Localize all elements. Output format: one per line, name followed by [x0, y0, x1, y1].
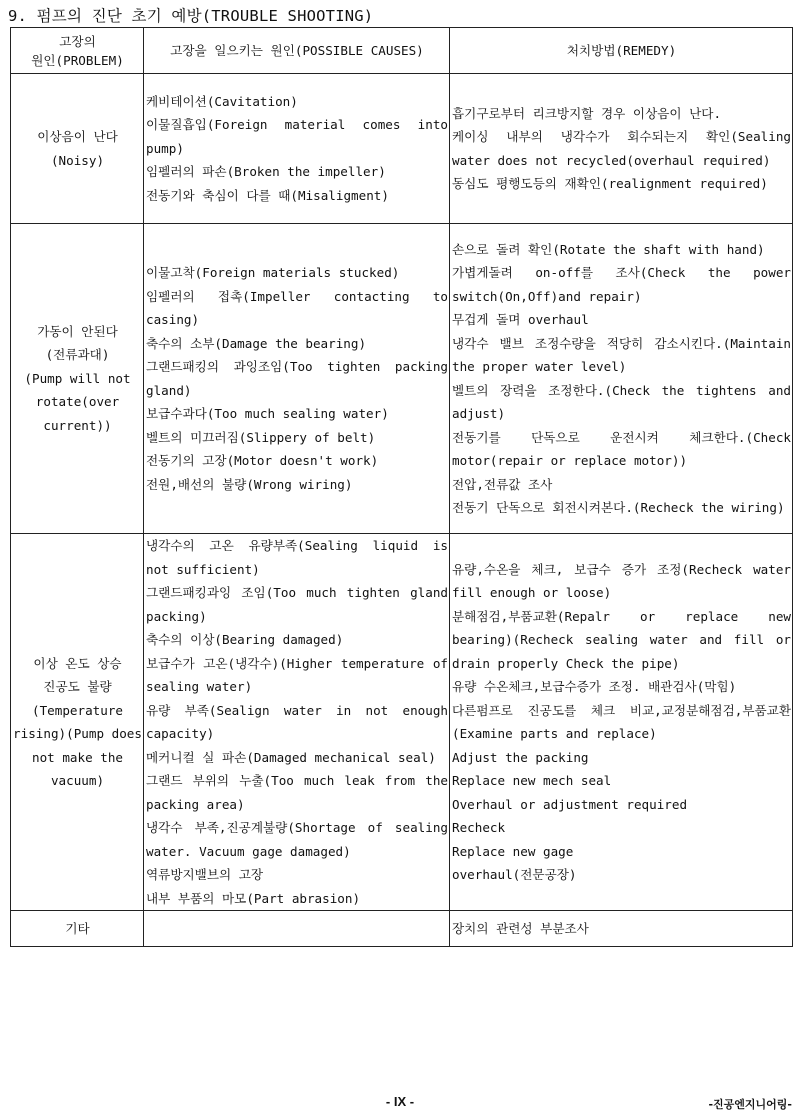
cause-item: 냉각수 부족,진공계불량(Shortage of sealing water. Vacuum gage damaged) — [146, 820, 448, 859]
cause-item: 유량 부족(Sealign water in not enough capacity) — [146, 702, 448, 741]
table-row — [11, 224, 793, 534]
remedy-item: 가볍게돌려 on-off를 조사(Check the power switch(On,Off)and repair) — [452, 265, 791, 304]
company-name: -진공엔지니어링- — [708, 1098, 792, 1111]
remedy-item: Overhaul or adjustment required — [452, 796, 688, 812]
header-causes: 고장을 일으키는 원인(POSSIBLE CAUSES) — [144, 28, 450, 74]
cause-item: 축수의 소부(Damage the bearing) — [146, 335, 367, 351]
problem-line: (Pump will not rotate(over current)) — [24, 370, 131, 433]
cause-item: 보급수가 고온(냉각수)(Higher temperature of sealing water) — [146, 655, 448, 694]
page-number: - IX - — [385, 1094, 415, 1109]
cause-item: 그랜드 부위의 누출(Too much leak from the packing area) — [146, 773, 448, 812]
remedy-item: 장치의 관련성 부분조사 — [452, 920, 589, 936]
remedy-item: 다른펌프로 진공도를 체크 비교,교정분해점검,부품교환(Examine parts and replace) — [452, 702, 791, 741]
cause-item: 메커니컬 실 파손(Damaged mechanical seal) — [146, 749, 436, 765]
causes-cell — [144, 911, 450, 947]
header-problem-line: 원인(PROBLEM) — [31, 52, 124, 68]
cause-item: 축수의 이상(Bearing damaged) — [146, 632, 344, 647]
remedy-item: 동심도 평행도등의 재확인(realignment required) — [452, 176, 768, 191]
problem-cell — [11, 74, 144, 224]
problem-cell — [11, 224, 144, 534]
cause-item: 그랜드패킹의 과잉조임(Too tighten packing gland) — [146, 359, 448, 398]
problem-line: (Temperature rising)(Pump does not make the vacuum) — [13, 702, 142, 788]
cause-item: 그랜드패킹과잉 조임(Too much tighten gland packing) — [146, 585, 448, 624]
remedy-item: Recheck — [452, 820, 506, 835]
remedy-item: 유량,수온을 체크, 보급수 증가 조정(Recheck water fill enough or loose) — [452, 561, 791, 600]
remedy-item: 분해점검,부품교환(Repalr or replace new bearing)(Recheck sealing water and fill or drain properly Check the pipe) — [452, 608, 791, 671]
cause-item: 임펠러의 파손(Broken the impeller) — [146, 164, 386, 180]
cause-item: 전원,배선의 불량(Wrong wiring) — [146, 476, 353, 492]
problem-line: 이상음이 난다 — [37, 129, 118, 144]
problem-line: 진공도 불량 — [43, 679, 112, 694]
cause-item: 역류방지밸브의 고장 — [146, 867, 264, 882]
cause-item: 보급수과다(Too much sealing water) — [146, 406, 389, 421]
cause-item: 냉각수의 고온 유량부족(Sealing liquid is not sufficient) — [146, 538, 448, 577]
table-row — [11, 74, 793, 224]
cause-item: 내부 부품의 마모(Part abrasion) — [146, 890, 361, 906]
cause-item: 벨트의 미끄러짐(Slippery of belt) — [146, 429, 376, 445]
problem-line: (Noisy) — [50, 152, 105, 168]
remedy-item: Adjust the packing — [452, 749, 589, 765]
remedy-cell — [450, 74, 793, 224]
table-row — [11, 534, 793, 911]
remedy-cell — [450, 224, 793, 534]
problem-cell — [11, 534, 144, 911]
remedy-item: 전동기를 단독으로 운전시켜 체크한다.(Check motor(repair or replace motor)) — [452, 429, 791, 468]
remedy-item: 벨트의 장력을 조정한다.(Check the tightens and adjust) — [452, 382, 791, 421]
problem-line: 기타 — [65, 920, 90, 936]
remedy-item: overhaul(전문공장) — [452, 867, 577, 882]
troubleshooting-table — [10, 27, 793, 947]
remedy-item: Replace new gage — [452, 843, 574, 859]
remedy-item: 흡기구로부터 리크방지할 경우 이상음이 난다. — [452, 105, 722, 121]
cause-item: 케비테이션(Cavitation) — [146, 93, 298, 109]
causes-cell — [144, 224, 450, 534]
page-title: 9. 펌프의 진단 초기 예방(TROUBLE SHOOTING) — [8, 7, 374, 25]
remedy-item: 무겁게 돌며 overhaul — [452, 312, 589, 327]
cause-item: 이물고착(Foreign materials stucked) — [146, 265, 400, 280]
remedy-item: Replace new mech seal — [452, 773, 612, 788]
remedy-cell — [450, 911, 793, 947]
remedy-item: 케이싱 내부의 냉각수가 회수되는지 확인(Sealing water does not recycled(overhaul required) — [452, 129, 791, 168]
remedy-item: 전동기 단독으로 회전시켜본다.(Recheck the wiring) — [452, 500, 785, 515]
problem-cell — [11, 911, 144, 947]
cause-item: 이물질흡입(Foreign material comes into pump) — [146, 117, 448, 156]
remedy-item: 유량 수온체크,보급수증가 조정. 배관검사(막힘) — [452, 679, 737, 694]
problem-line: 이상 온도 상승 — [33, 655, 122, 671]
problem-line: (전류과대) — [45, 347, 110, 363]
remedy-item: 손으로 돌려 확인(Rotate the shaft with hand) — [452, 241, 765, 257]
table-row — [11, 911, 793, 947]
remedy-cell — [450, 534, 793, 911]
header-problem-line: 고장의 — [59, 33, 96, 49]
cause-item: 전동기와 축심이 다를 때(Misaligment) — [146, 187, 389, 203]
causes-cell — [144, 534, 450, 911]
remedy-item: 전압,전류값 조사 — [452, 476, 553, 492]
cause-item: 임펠러의 접촉(Impeller contacting to casing) — [146, 288, 448, 327]
table-header-row — [11, 28, 793, 74]
header-remedy: 처치방법(REMEDY) — [450, 28, 793, 74]
causes-cell — [144, 74, 450, 224]
cause-item: 전동기의 고장(Motor doesn't work) — [146, 453, 379, 468]
problem-line: 가동이 안된다 — [37, 323, 118, 339]
header-problem — [11, 28, 144, 74]
remedy-item: 냉각수 밸브 조정수량을 적당히 감소시킨다.(Maintain the proper water level) — [452, 335, 791, 374]
